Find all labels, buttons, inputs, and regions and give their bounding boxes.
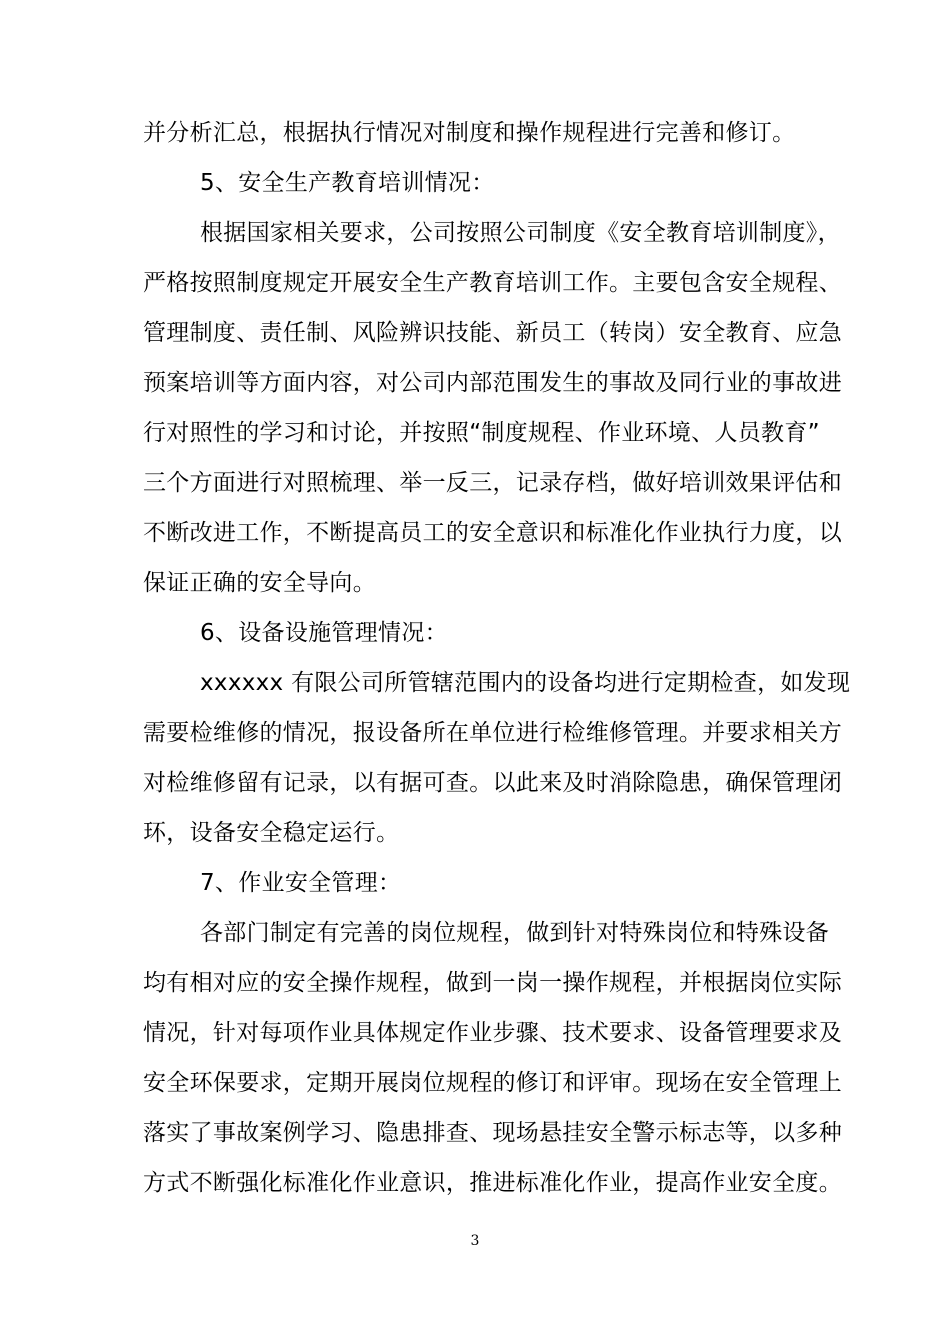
paragraph-line: 安全环保要求，定期开展岗位规程的修订和评审。现场在安全管理上 [143, 1070, 842, 1096]
paragraph-line: 管理制度、责任制、风险辨识技能、新员工（转岗）安全教育、应急 [143, 320, 842, 346]
paragraph-line: 不断改进工作，不断提高员工的安全意识和标准化作业执行力度，以 [143, 520, 842, 546]
paragraph-line: 并分析汇总，根据执行情况对制度和操作规程进行完善和修订。 [143, 120, 796, 146]
paragraph-line: 环，设备安全稳定运行。 [143, 820, 400, 846]
section-heading-5: 5、安全生产教育培训情况： [200, 170, 495, 196]
paragraph-line: 对检维修留有记录，以有据可查。以此来及时消除隐患，确保管理闭 [143, 770, 842, 796]
section-heading-6: 6、设备设施管理情况： [200, 620, 448, 646]
paragraph-line: 根据国家相关要求，公司按照公司制度《安全教育培训制度》， [200, 220, 841, 246]
paragraph-line: 情况，针对每项作业具体规定作业步骤、技术要求、设备管理要求及 [143, 1020, 842, 1046]
section-heading-7: 7、作业安全管理： [200, 870, 402, 896]
paragraph-line: xxxxxx 有限公司所管辖范围内的设备均进行定期检查，如发现 [200, 670, 851, 696]
paragraph-line: 三个方面进行对照梳理、举一反三，记录存档，做好培训效果评估和 [143, 470, 842, 496]
paragraph-line: 需要检维修的情况，报设备所在单位进行检维修管理。并要求相关方 [143, 720, 842, 746]
paragraph-line: 严格按照制度规定开展安全生产教育培训工作。主要包含安全规程、 [143, 270, 842, 296]
paragraph-line: 各部门制定有完善的岗位规程，做到针对特殊岗位和特殊设备 [200, 920, 830, 946]
paragraph-line: 落实了事故案例学习、隐患排查、现场悬挂安全警示标志等，以多种 [143, 1120, 842, 1146]
paragraph-line: 行对照性的学习和讨论，并按照“制度规程、作业环境、人员教育” [143, 420, 820, 446]
paragraph-line: 保证正确的安全导向。 [143, 570, 376, 596]
paragraph-line: 均有相对应的安全操作规程，做到一岗一操作规程，并根据岗位实际 [143, 970, 842, 996]
paragraph-line: 方式不断强化标准化作业意识，推进标准化作业，提高作业安全度。 [143, 1170, 842, 1196]
paragraph-line: 预案培训等方面内容，对公司内部范围发生的事故及同行业的事故进 [143, 370, 842, 396]
page-number: 3 [470, 1233, 480, 1249]
